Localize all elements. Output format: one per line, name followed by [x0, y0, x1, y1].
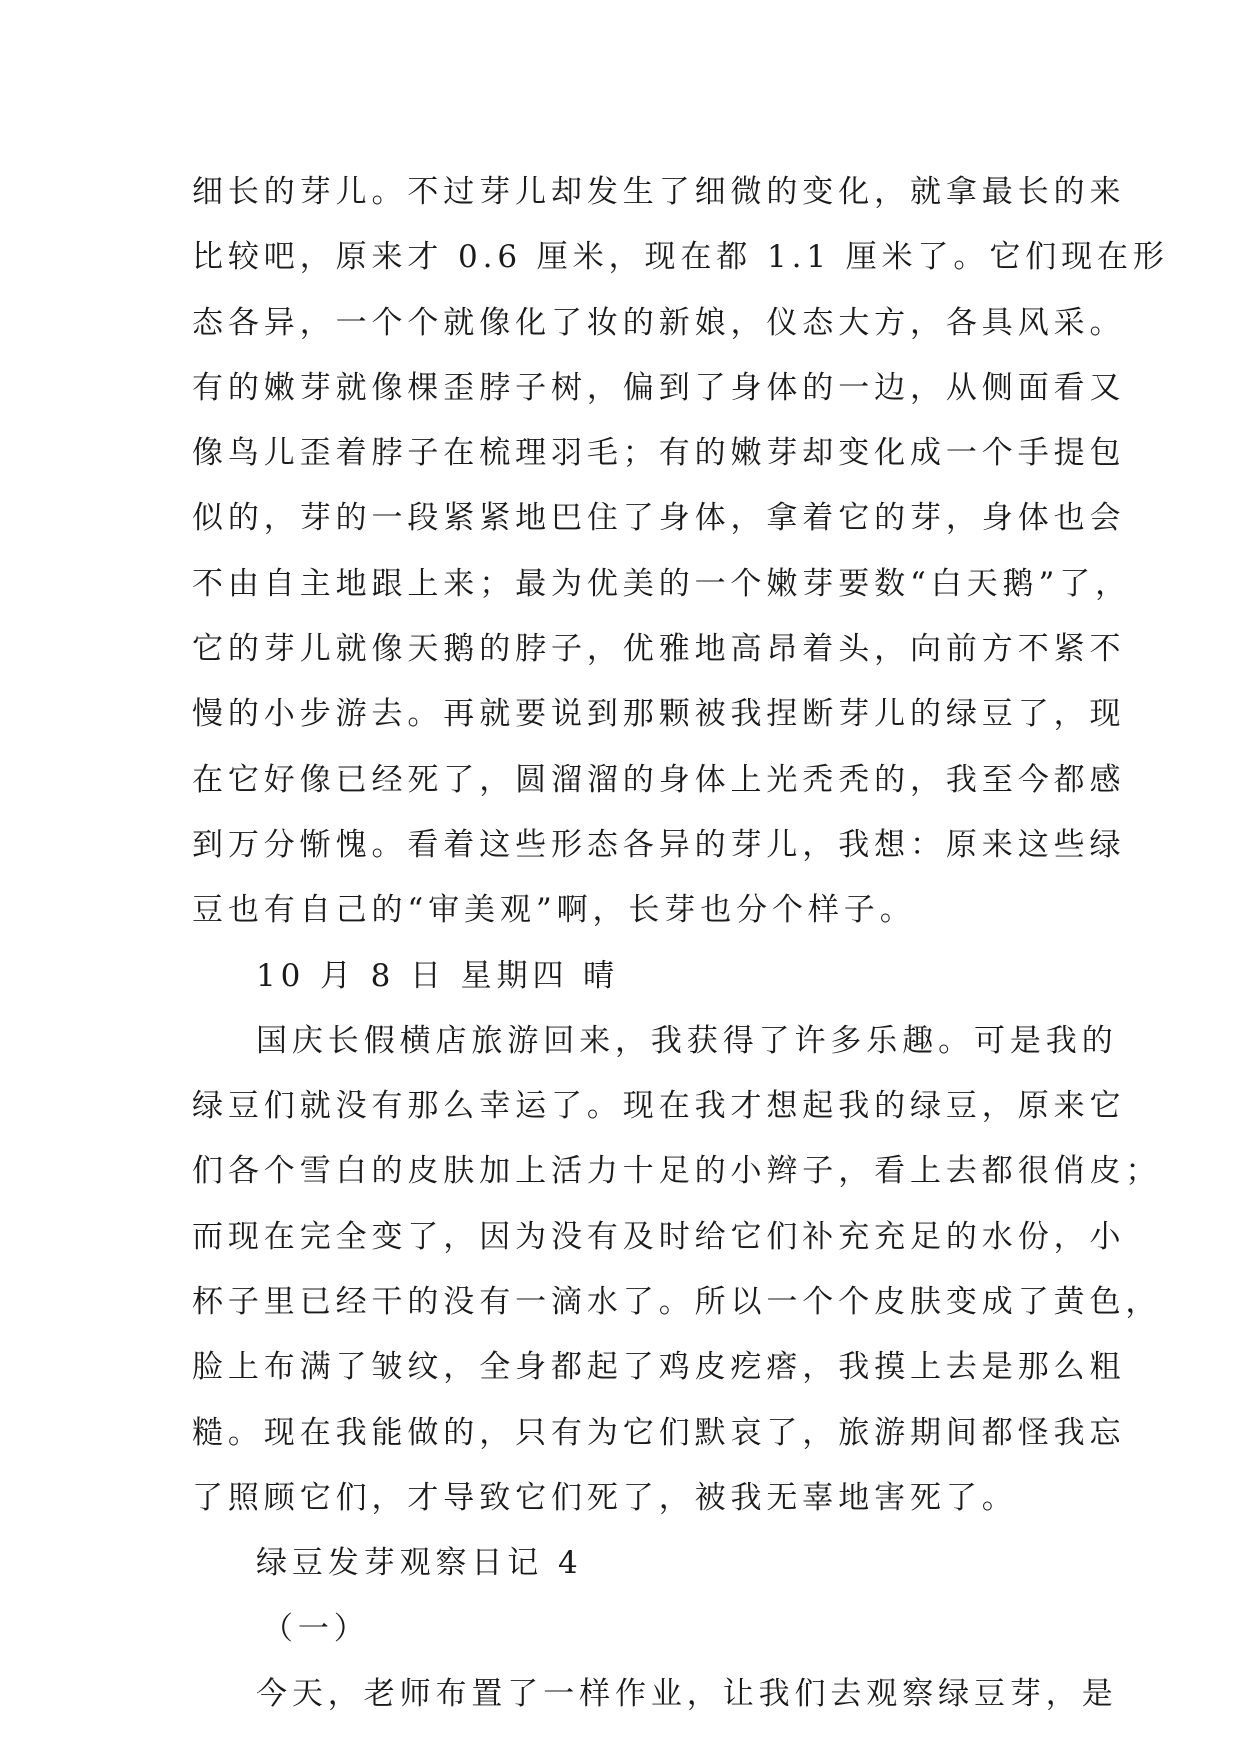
text-line: 到万分惭愧。看着这些形态各异的芽儿，我想：原来这些绿 [192, 826, 1126, 863]
text-line: 今天，老师布置了一样作业，让我们去观察绿豆芽，是 [256, 1675, 1118, 1712]
section-title: 绿豆发芽观察日记 4 [256, 1545, 583, 1582]
text-line: 不由自主地跟上来；最为优美的一个嫩芽要数“白天鹅”了， [192, 565, 1131, 602]
text-line: 细长的芽儿。不过芽儿却发生了细微的变化，就拿最长的来 [192, 174, 1126, 210]
subsection-heading: （一） [262, 1610, 370, 1647]
text-line: 们各个雪白的皮肤加上活力十足的小辫子，看上去都很俏皮； [192, 1153, 1162, 1190]
text-line: 脸上布满了皱纹，全身都起了鸡皮疙瘩，我摸上去是那么粗 [192, 1349, 1126, 1386]
text-line: 慢的小步游去。再就要说到那颗被我捏断芽儿的绿豆了，现 [192, 696, 1126, 733]
text-line: 态各异，一个个就像化了妆的新娘，仪态大方，各具风采。 [192, 304, 1126, 341]
text-line: 像鸟儿歪着脖子在梳理羽毛；有的嫩芽却变化成一个手提包 [192, 435, 1126, 472]
text-line: 糙。现在我能做的，只有为它们默哀了，旅游期间都怪我忘 [192, 1414, 1126, 1451]
text-line: 杯子里已经干的没有一滴水了。所以一个个皮肤变成了黄色， [192, 1284, 1162, 1321]
text-line: 而现在完全变了，因为没有及时给它们补充充足的水份，小 [192, 1218, 1126, 1255]
text-line: 有的嫩芽就像棵歪脖子树，偏到了身体的一边，从侧面看又 [192, 369, 1126, 406]
text-line: 比较吧，原来才 0.6 厘米，现在都 1.1 厘米了。它们现在形 [192, 239, 1169, 276]
text-line: 似的，芽的一段紧紧地巴住了身体，拿着它的芽，身体也会 [192, 500, 1126, 537]
text-line: 在它好像已经死了，圆溜溜的身体上光秃秃的，我至今都感 [192, 761, 1126, 798]
text-line: 绿豆们就没有那么幸运了。现在我才想起我的绿豆，原来它 [192, 1088, 1126, 1125]
document-body [192, 160, 1169, 1727]
date-heading: 10 月 8 日 星期四 晴 [256, 957, 620, 994]
text-line: 了照顾它们，才导致它们死了，被我无辜地害死了。 [192, 1479, 1018, 1516]
text-line: 豆也有自己的“审美观”啊，长芽也分个样子。 [192, 892, 916, 929]
text-line: 国庆长假横店旅游回来，我获得了许多乐趣。可是我的 [256, 1022, 1118, 1059]
text-line: 它的芽儿就像天鹅的脖子，优雅地高昂着头，向前方不紧不 [192, 631, 1126, 668]
